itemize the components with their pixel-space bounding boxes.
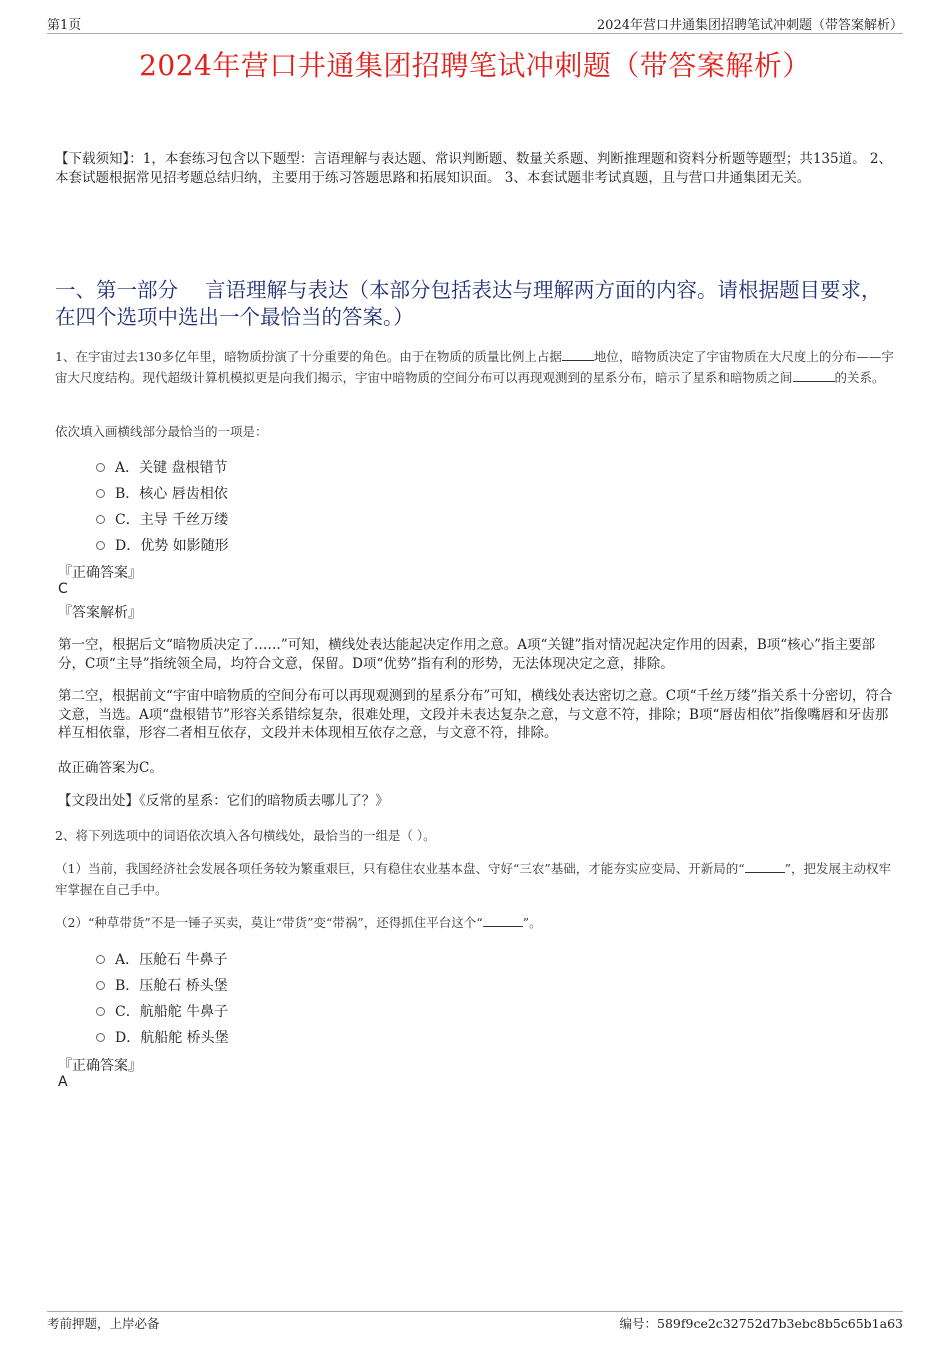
q2-sentence-1-part-b: ”，把发展主动权牢牢掌握在自己手中。 — [55, 861, 892, 897]
radio-button-icon[interactable] — [96, 489, 105, 498]
q2-blank-2 — [483, 926, 523, 927]
q1-option-c-label: C．主导 千丝万缕 — [115, 512, 229, 528]
q1-option-b[interactable] — [96, 483, 228, 503]
q1-analysis-label: 『答案解析』 — [58, 605, 142, 621]
q1-option-c[interactable] — [96, 509, 228, 529]
radio-button-icon[interactable] — [96, 1007, 105, 1016]
q2-blank-1 — [745, 872, 785, 873]
q1-blank-1 — [562, 360, 594, 361]
q1-conclusion: 故正确答案为C。 — [58, 760, 163, 776]
q2-sentence-1-part-a: （1）当前，我国经济社会发展各项任务较为繁重艰巨，只有稳住农业基本盘、守好“三农”基础，才能夯实应变局、开新局的“ — [55, 861, 745, 876]
q1-stem — [55, 346, 900, 388]
q2-option-d[interactable] — [96, 1027, 229, 1047]
q1-option-d-label: D．优势 如影随形 — [115, 538, 229, 554]
download-notice: 【下载须知】：1，本套练习包含以下题型：言语理解与表达题、常识判断题、数量关系题、判断推理题和资料分析题等题型；共135道。 2、本套试题根据常见招考题总结归纳，主要用于练习答题思路和拓展知识面。 3、本套试题非考试真题，且与营口井通集团无关。 — [55, 151, 892, 186]
q1-analysis-1: 第一空，根据后文“暗物质决定了……”可知，横线处表达能起决定作用之意。A项“关键”指对情况起决定作用的因素，B项“核心”指主要部分，C项“主导”指统领全局，均符合文意，保留。D项“优势”指有利的形势，无法体现决定之意，排除。 — [58, 637, 876, 672]
footer-slogan: 考前押题，上岸必备 — [47, 1316, 160, 1331]
page-number: 第1页 — [47, 18, 82, 33]
q1-analysis-2: 第二空，根据前文“宇宙中暗物质的空间分布可以再现观测到的星系分布”可知，横线处表达密切之意。C项“千丝万缕”指关系十分密切，符合文意，当选。A项“盘根错节”形容关系错综复杂，很难处理，文段并未表达复杂之意，与文意不符，排除；B项“唇齿相依”指像嘴唇和牙齿那样互相依靠，形容二者相互依存，文段并未体现相互依存之意，与文意不符，排除。 — [58, 688, 893, 741]
radio-button-icon[interactable] — [96, 955, 105, 964]
q1-option-a[interactable] — [96, 457, 228, 477]
q2-sentence-2-part-a: （2）“种草带货”不是一锤子买卖，莫让“带货”变“带祸”，还得抓住平台这个“ — [55, 915, 483, 930]
q2-option-a-label: A．压舱石 牛鼻子 — [115, 952, 228, 968]
q2-answer: A — [58, 1074, 68, 1090]
radio-button-icon[interactable] — [96, 515, 105, 524]
q2-option-b-label: B．压舱石 桥头堡 — [115, 978, 228, 994]
q1-answer: C — [58, 581, 68, 597]
header-doc-title: 2024年营口井通集团招聘笔试冲刺题（带答案解析） — [596, 18, 903, 33]
q1-option-a-label: A．关键 盘根错节 — [115, 460, 228, 476]
q1-option-d[interactable] — [96, 535, 229, 555]
page-title: 2024年营口井通集团招聘笔试冲刺题（带答案解析） — [139, 49, 811, 82]
q1-stem-part-b: 地位，暗物质决定了宇宙物质在大尺度上的分布——宇宙大尺度结构。现代超级计算机模拟更是向我们揭示，宇宙中暗物质的空间分布可以再现观测到的星系分布，暗示了星系和暗物质之间 — [55, 349, 894, 385]
q1-stem-part-a: 1、在宇宙过去130多亿年里，暗物质扮演了十分重要的角色。由于在物质的质量比例上占据 — [55, 349, 562, 364]
radio-button-icon[interactable] — [96, 541, 105, 550]
q1-option-b-label: B．核心 唇齿相依 — [115, 486, 228, 502]
radio-button-icon[interactable] — [96, 981, 105, 990]
q2-option-c-label: C．航船舵 牛鼻子 — [115, 1004, 229, 1020]
q2-sentence-1 — [55, 858, 900, 900]
q1-stem-part-c: 的关系。 — [834, 370, 885, 385]
q2-stem: 2、将下列选项中的词语依次填入各句横线处，最恰当的一组是（ ）。 — [55, 828, 436, 843]
footer-divider — [47, 1311, 903, 1312]
q1-answer-label: 『正确答案』 — [58, 565, 142, 581]
radio-button-icon[interactable] — [96, 1033, 105, 1042]
section-title: 一、第一部分 言语理解与表达（本部分包括表达与理解两方面的内容。请根据题目要求，在四个选项中选出一个最恰当的答案。） — [55, 278, 882, 329]
q2-option-b[interactable] — [96, 975, 228, 995]
q1-source: 【文段出处】《反常的星系：它们的暗物质去哪儿了？》 — [58, 793, 389, 809]
q2-option-c[interactable] — [96, 1001, 228, 1021]
header-divider — [47, 33, 903, 34]
q1-prompt: 依次填入画横线部分最恰当的一项是： — [55, 424, 268, 439]
footer-doc-id: 编号：589f9ce2c32752d7b3ebc8b5c65b1a63 — [619, 1316, 903, 1331]
q2-sentence-2-part-b: ”。 — [522, 915, 542, 930]
radio-button-icon[interactable] — [96, 463, 105, 472]
q2-sentence-2 — [55, 912, 900, 933]
q2-answer-label: 『正确答案』 — [58, 1058, 142, 1074]
q2-option-d-label: D．航船舵 桥头堡 — [115, 1030, 229, 1046]
q1-blank-2 — [793, 381, 835, 382]
q2-option-a[interactable] — [96, 949, 228, 969]
